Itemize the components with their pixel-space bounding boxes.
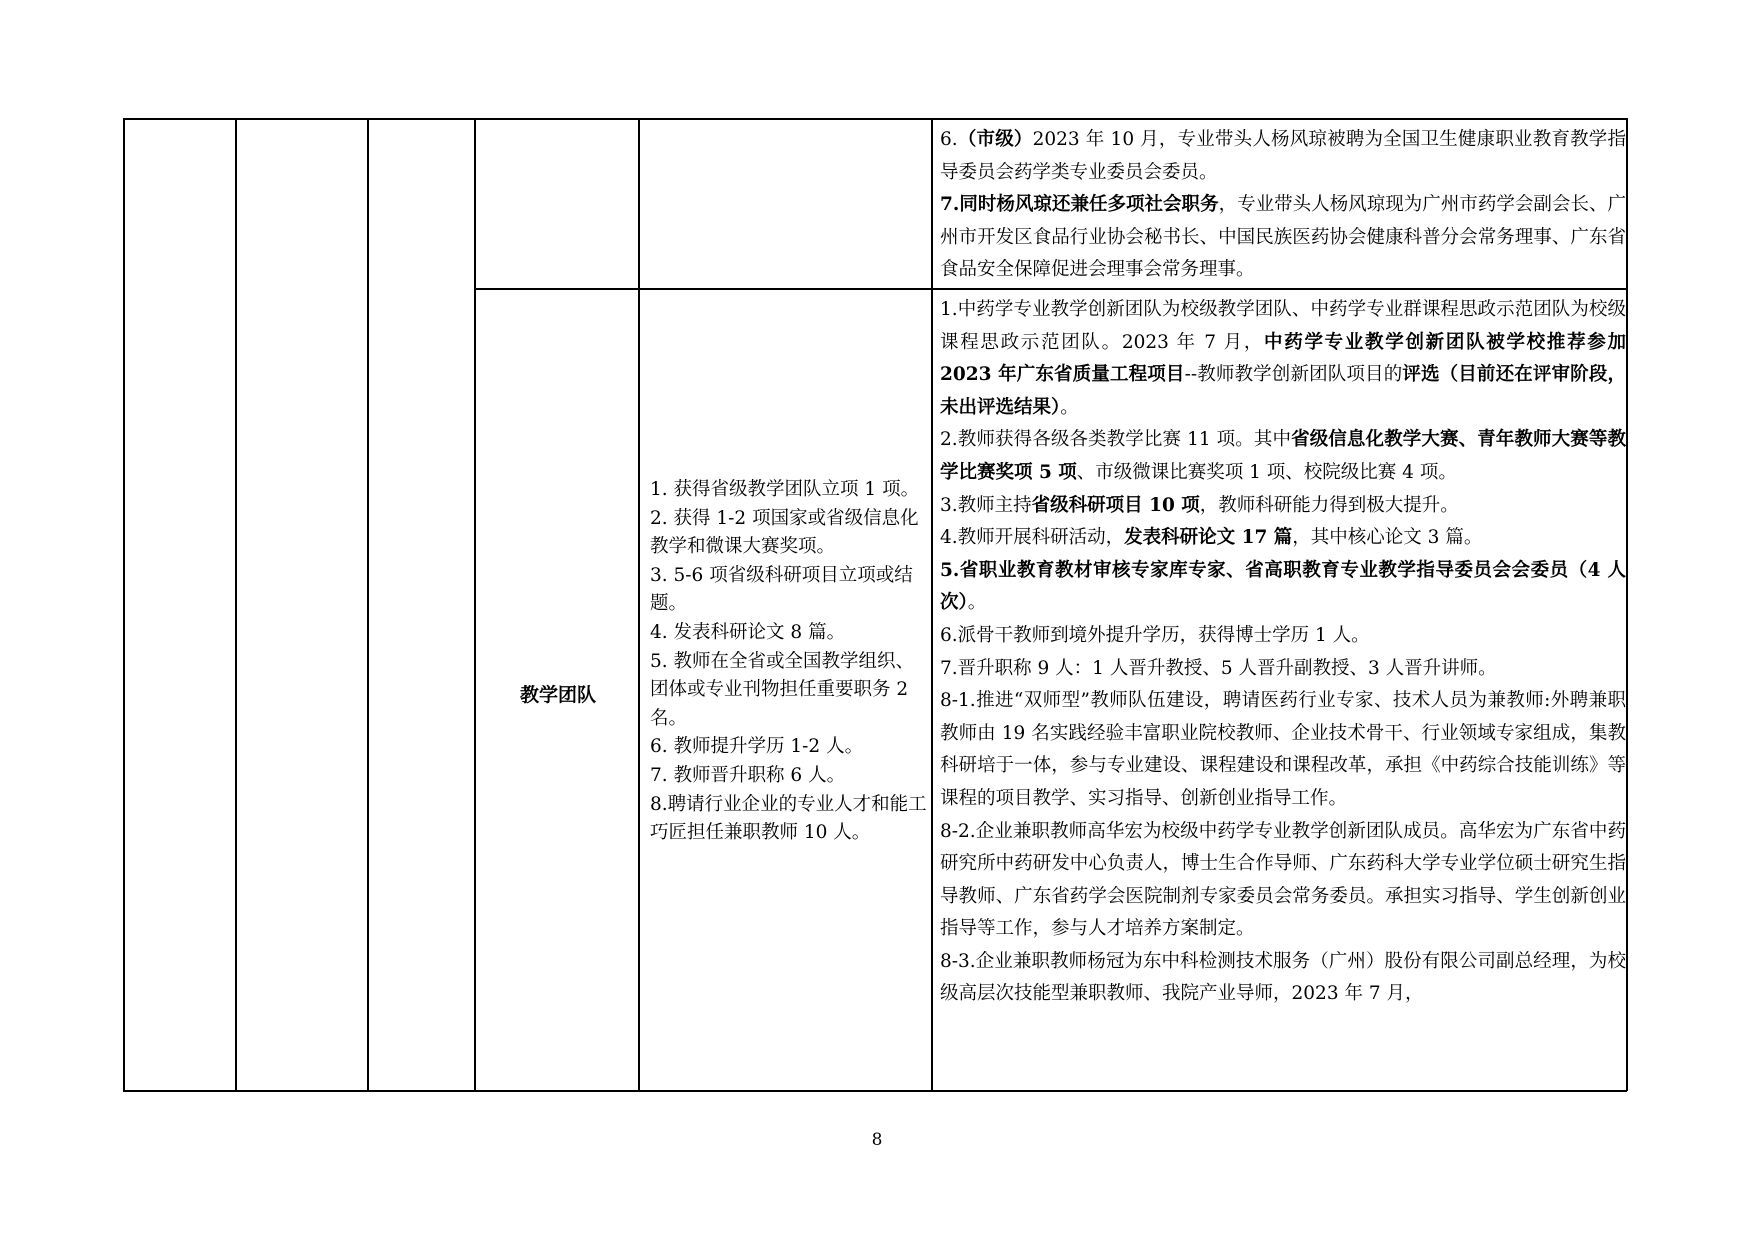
section1-item-6: 6.（市级）2023 年 10 月，专业带头人杨风琼被聘为全国卫生健康职业教育教学指导委员会药学类专业委员会委员。 <box>940 129 1626 183</box>
result-item-7: 7.晋升职称 9 人：1 人晋升教授、5 人晋升副教授、3 人晋升讲师。 <box>940 657 1497 679</box>
target-item: 4. 发表科研论文 8 篇。 <box>650 621 846 643</box>
targets-list <box>650 476 928 848</box>
result-item-3: 3.教师主持省级科研项目 10 项，教师科研能力得到极大提升。 <box>940 494 1459 516</box>
result-item-5: 5.省职业教育教材审核专家库专家、省高职教育专业教学指导委员会会委员（4 人次）。 <box>940 559 1626 614</box>
result-item-8-2: 8-2.企业兼职教师高华宏为校级中药学专业教学创新团队成员。高华宏为广东省中药研究所中药研发中心负责人，博士生合作导师、广东药科大学专业学位硕士研究生指导教师、广东省药学会医院制剂专家委员会常务委员。承担实习指导、学生创新创业指导等工作，参与人才培养方案制定。 <box>940 820 1626 940</box>
column-divider-3 <box>474 118 476 1091</box>
section1-results <box>940 124 1626 287</box>
column-divider-4 <box>638 118 640 1091</box>
result-item-6: 6.派骨干教师到境外提升学历，获得博士学历 1 人。 <box>940 624 1370 646</box>
section2-results <box>940 294 1626 1011</box>
result-item-2: 2.教师获得各级各类教学比赛 11 项。其中省级信息化教学大赛、青年教师大赛等教学比赛奖项 5 项、市级微课比赛奖项 1 项、校院级比赛 4 项。 <box>940 429 1626 483</box>
section1-item-7: 7.同时杨风琼还兼任多项社会职务，专业带头人杨风琼现为广州市药学会副会长、广州市开发区食品行业协会秘书长、中国民族医药协会健康科普分会常务理事、广东省食品安全保障促进会理事会常务理事。 <box>940 194 1626 281</box>
column-divider-1 <box>235 118 237 1091</box>
target-item: 1. 获得省级教学团队立项 1 项。 <box>650 479 920 500</box>
row-divider <box>475 288 1627 290</box>
page-number: 8 <box>871 1130 883 1150</box>
target-item: 2. 获得 1-2 项国家或省级信息化教学和微课大赛奖项。 <box>650 507 919 558</box>
table-top-border <box>123 118 1627 120</box>
result-item-8-3: 8-3.企业兼职教师杨冠为东中科检测技术服务（广州）股份有限公司副总经理，为校级高层次技能型兼职教师、我院产业导师，2023 年 7 月， <box>940 950 1626 1005</box>
column-divider-5 <box>931 118 933 1091</box>
table-bottom-border <box>123 1090 1627 1092</box>
result-item-1: 1.中药学专业教学创新团队为校级教学团队、中药学专业群课程思政示范团队为校级课程思政示范团队。2023 年 7 月，中药学专业教学创新团队被学校推荐参加 2023 年广东省质量工程项目--教师教学创新团队项目的评选（目前还在评审阶段，未出评选结果）。 <box>940 299 1626 418</box>
target-item: 6. 教师提升学历 1-2 人。 <box>650 736 864 758</box>
result-item-4: 4.教师开展科研活动，发表科研论文 17 篇，其中核心论文 3 篇。 <box>940 527 1483 549</box>
target-item: 3. 5-6 项省级科研项目立项或结题。 <box>650 564 913 615</box>
category-label: 教学团队 <box>519 684 596 706</box>
target-item: 8.聘请行业企业的专业人才和能工巧匠担任兼职教师 10 人。 <box>650 793 927 844</box>
result-item-8-1: 8-1.推进“双师型”教师队伍建设，聘请医药行业专家、技术人员为兼教师:外聘兼职教师由 19 名实践经验丰富职业院校教师、企业技术骨干、行业领域专家组成，集教科研培于一体，参与专业建设、课程建设和课程改革，承担《中药综合技能训练》等课程的项目教学、实习指导、创新创业指导工作。 <box>940 690 1626 809</box>
target-item: 7. 教师晋升职称 6 人。 <box>650 764 846 786</box>
table-right-border <box>1626 118 1628 1091</box>
column-divider-2 <box>367 118 369 1091</box>
target-item: 5. 教师在全省或全国教学组织、团体或专业刊物担任重要职务 2 名。 <box>650 650 915 729</box>
table-left-border <box>123 118 125 1091</box>
